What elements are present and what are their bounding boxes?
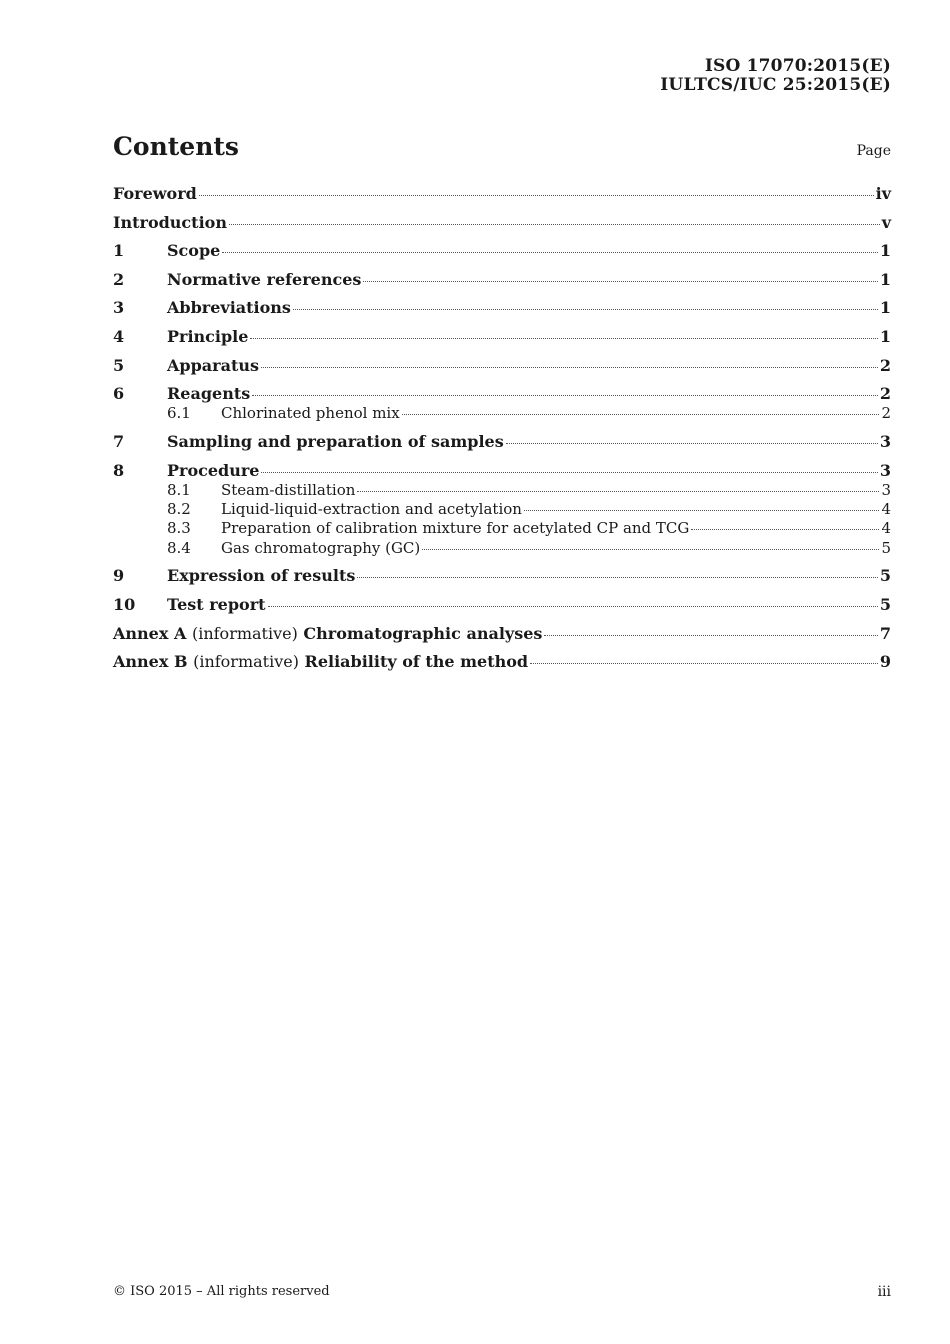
dot-leader xyxy=(691,528,879,530)
dot-leader xyxy=(506,442,878,444)
page-number: iii xyxy=(877,1284,891,1300)
page-footer xyxy=(113,1284,891,1300)
standard-number: ISO 17070:2015(E) xyxy=(704,56,891,76)
toc-entry-foreword[interactable]: Foreword iv xyxy=(113,184,891,203)
dot-leader xyxy=(229,223,880,225)
dot-leader xyxy=(199,194,874,196)
toc-entry-abbreviations[interactable]: 3 Abbreviations 1 xyxy=(113,298,891,318)
toc-entry-procedure[interactable]: 8 Procedure 3 xyxy=(113,460,891,480)
toc-entry-normative-references[interactable]: 2 Normative references 1 xyxy=(113,269,891,289)
toc-entry-steam-distillation[interactable]: 8.1 Steam-distillation 3 xyxy=(167,480,891,499)
toc-entry-calibration-mixture[interactable]: 8.3 Preparation of calibration mixture for acetylated CP and TCG 4 xyxy=(167,519,891,538)
toc-entry-principle[interactable]: 4 Principle 1 xyxy=(113,326,891,346)
contents-title-row xyxy=(113,132,891,161)
dot-leader xyxy=(524,509,880,511)
toc-entry-extraction-acetylation[interactable]: 8.2 Liquid-liquid-extraction and acetylation 4 xyxy=(167,499,891,518)
dot-leader xyxy=(544,634,877,636)
toc-entry-introduction[interactable]: Introduction v xyxy=(113,212,891,232)
table-of-contents xyxy=(113,184,891,672)
toc-entry-expression-of-results[interactable]: 9 Expression of results 5 xyxy=(113,566,891,586)
dot-leader xyxy=(293,308,878,310)
dot-leader xyxy=(530,662,878,664)
dot-leader xyxy=(402,413,880,415)
document-header xyxy=(660,57,891,95)
toc-entry-apparatus[interactable]: 5 Apparatus 2 xyxy=(113,355,891,375)
toc-entry-sampling[interactable]: 7 Sampling and preparation of samples 3 xyxy=(113,432,891,452)
toc-entry-reagents[interactable]: 6 Reagents 2 xyxy=(113,384,891,404)
dot-leader xyxy=(357,490,879,492)
dot-leader xyxy=(261,366,878,368)
page-title: Contents xyxy=(113,132,240,161)
dot-leader xyxy=(252,394,878,396)
toc-entry-annex-a[interactable]: Annex A (informative) Chromatographic analyses 7 xyxy=(113,623,891,643)
page-column-label: Page xyxy=(856,143,891,159)
iultcs-number: IULTCS/IUC 25:2015(E) xyxy=(660,75,891,95)
dot-leader xyxy=(222,251,878,253)
dot-leader xyxy=(250,337,877,339)
toc-entry-test-report[interactable]: 10 Test report 5 xyxy=(113,595,891,615)
copyright-notice: © ISO 2015 – All rights reserved xyxy=(113,1284,330,1299)
dot-leader xyxy=(363,280,877,282)
toc-entry-chlorinated-phenol-mix[interactable]: 6.1 Chlorinated phenol mix 2 xyxy=(167,404,891,423)
toc-entry-annex-b[interactable]: Annex B (informative) Reliability of the method 9 xyxy=(113,652,891,672)
dot-leader xyxy=(422,548,879,550)
toc-entry-gas-chromatography[interactable]: 8.4 Gas chromatography (GC) 5 xyxy=(167,538,891,557)
dot-leader xyxy=(261,471,877,473)
dot-leader xyxy=(268,605,878,607)
toc-entry-scope[interactable]: 1 Scope 1 xyxy=(113,241,891,261)
dot-leader xyxy=(357,576,878,578)
